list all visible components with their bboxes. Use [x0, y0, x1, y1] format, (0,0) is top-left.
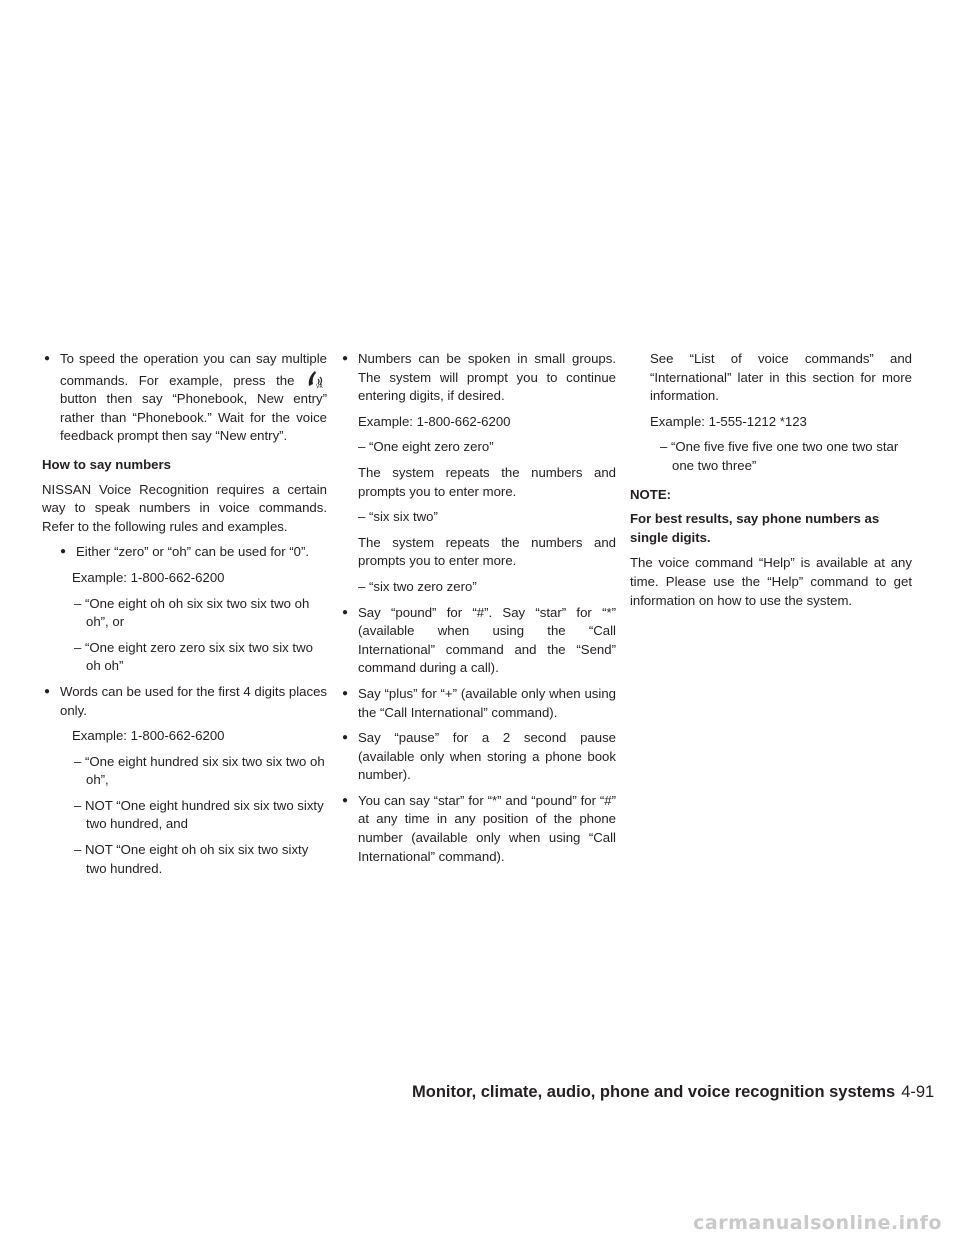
see-also-text: See “List of voice commands” and “International” later in this section for more information.	[650, 351, 912, 404]
phone-voice-button-icon	[305, 369, 327, 389]
example-line: Example: 1-800-662-6200	[72, 569, 225, 585]
watermark: carmanualsonline.info	[693, 1212, 942, 1234]
example-line: Example: 1-800-662-6200	[358, 413, 511, 429]
help-text: The voice command “Help” is available at any time. Please use the “Help” command to get information on how to use the system.	[630, 555, 912, 608]
svg-text:VR: VR	[316, 383, 323, 389]
column-3	[630, 350, 912, 617]
column-1	[42, 350, 327, 885]
bullet-star-anytime: ● You can say “star” for “*” and “pound” for “#” at any time in any position of the phone number (available only when using “Call International” command).	[340, 792, 616, 866]
bullet-small-groups: ● Numbers can be spoken in small groups. The system will prompt you to continue entering digits, if desired.	[340, 350, 616, 406]
dash-item: – “One eight hundred six six two six two oh oh”,	[74, 753, 325, 788]
repeat-text: The system repeats the numbers and prompts you to enter more.	[358, 464, 616, 499]
intro-paragraph: NISSAN Voice Recognition requires a certain way to speak numbers in voice commands. Refer to the following rules and examples.	[42, 481, 327, 534]
dash-item: – “One eight zero zero six six two six two oh oh”	[74, 639, 313, 674]
note-text: For best results, say phone numbers as single digits.	[630, 511, 880, 545]
dash-item: – “One five five five one two one two star one two three”	[660, 439, 899, 473]
bullet-zero-oh: ● Either “zero” or “oh” can be used for “0”.	[58, 543, 327, 562]
bullet-plus: ● Say “plus” for “+” (available only when using the “Call International” command).	[340, 685, 616, 722]
bullet-pound-star: ● Say “pound” for “#”. Say “star” for “*” (available when using the “Call International” command and the “Send” command during a call).	[340, 604, 616, 678]
dash-item: – NOT “One eight oh oh six six two sixty two hundred.	[74, 842, 309, 876]
note-label: NOTE:	[630, 486, 672, 502]
bullet-speed-operation: ● To speed the operation you can say multiple commands. For example, press the VR button then say “Phonebook, New entry” rather than “Phonebook.” Wait for the voice feedback prompt then say “New entry”.	[42, 350, 327, 446]
dash-item: – “six six two”	[358, 509, 438, 525]
page-footer	[412, 1083, 935, 1102]
section-heading: How to say numbers	[42, 456, 171, 472]
dash-item: – “six two zero zero”	[358, 578, 477, 594]
dash-item: – “One eight oh oh six six two six two oh oh”, or	[74, 595, 310, 630]
example-line: Example: 1-555-1212 *123	[650, 413, 807, 429]
page-number: 4-91	[901, 1083, 935, 1101]
repeat-text: The system repeats the numbers and prompts you to enter more.	[358, 534, 616, 569]
example-line: Example: 1-800-662-6200	[72, 728, 225, 744]
bullet-pause: ● Say “pause” for a 2 second pause (available only when storing a phone book number).	[340, 729, 616, 785]
section-title: Monitor, climate, audio, phone and voice recognition systems	[412, 1083, 896, 1101]
bullet-words-digits: ● Words can be used for the first 4 digits places only.	[42, 683, 327, 720]
dash-item: – NOT “One eight hundred six six two sixty two hundred, and	[74, 797, 324, 832]
column-2	[340, 350, 616, 873]
dash-item: – “One eight zero zero”	[358, 439, 494, 455]
